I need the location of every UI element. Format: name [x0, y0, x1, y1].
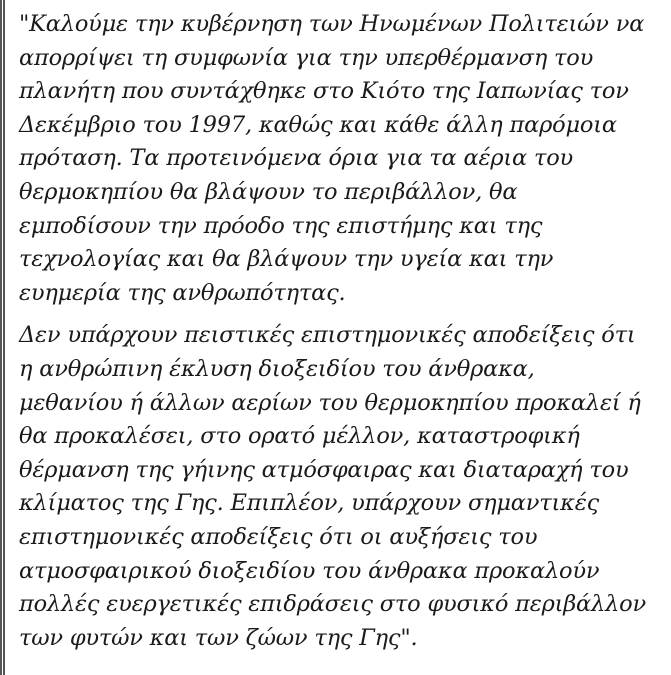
text-line: εμποδίσουν την πρόοδο της επιστήμης και της	[19, 212, 543, 239]
text-line: πολλές ευεργετικές επιδράσεις στο φυσικό περιβάλλον	[19, 591, 646, 618]
text-line: θερμοκηπίου θα βλάψουν το περιβάλλον, θα	[19, 178, 518, 205]
text-line: θέρμανση της γήινης ατμόσφαιρας και διαταραχή του	[19, 456, 629, 483]
text-line: ατμοσφαιρικού διοξειδίου του άνθρακα προκαλούν	[19, 557, 600, 584]
text-line: θα προκαλέσει, στο ορατό μέλλον, καταστροφική	[19, 423, 580, 450]
text-line: ευημερία της ανθρωπότητας.	[19, 279, 346, 306]
quote-paragraph-2	[19, 319, 665, 655]
text-line: "Καλούμε την κυβέρνηση των Ηνωμένων Πολιτειών να	[19, 11, 645, 37]
text-line: κλίματος της Γης. Επιπλέον, υπάρχουν σημαντικές	[19, 490, 599, 517]
text-line: η ανθρώπινη έκλυση διοξειδίου του άνθρακα,	[19, 355, 535, 382]
text-line: Δεν υπάρχουν πειστικές επιστημονικές αποδείξεις ότι	[19, 322, 636, 349]
text-line: των φυτών και των ζώων της Γης".	[19, 624, 418, 651]
text-line: επιστημονικές αποδείξεις ότι οι αυξήσεις του	[19, 523, 538, 550]
text-line: μεθανίου ή άλλων αερίων του θερμοκηπίου προκαλεί ή	[19, 389, 641, 416]
text-line: πρόταση. Τα προτεινόμενα όρια για τα αέρια του	[19, 145, 574, 172]
quote-paragraph-1	[19, 8, 665, 310]
text-line: απορρίψει τη συμφωνία για την υπερθέρμανση του	[19, 44, 594, 71]
text-line: πλανήτη που συντάχθηκε στο Κιότο της Ιαπωνίας τον	[19, 78, 629, 105]
text-line: τεχνολογίας και θα βλάψουν την υγεία και την	[19, 246, 554, 273]
text-line: Δεκέμβριο του 1997, καθώς και κάθε άλλη παρόμοια	[19, 111, 617, 138]
